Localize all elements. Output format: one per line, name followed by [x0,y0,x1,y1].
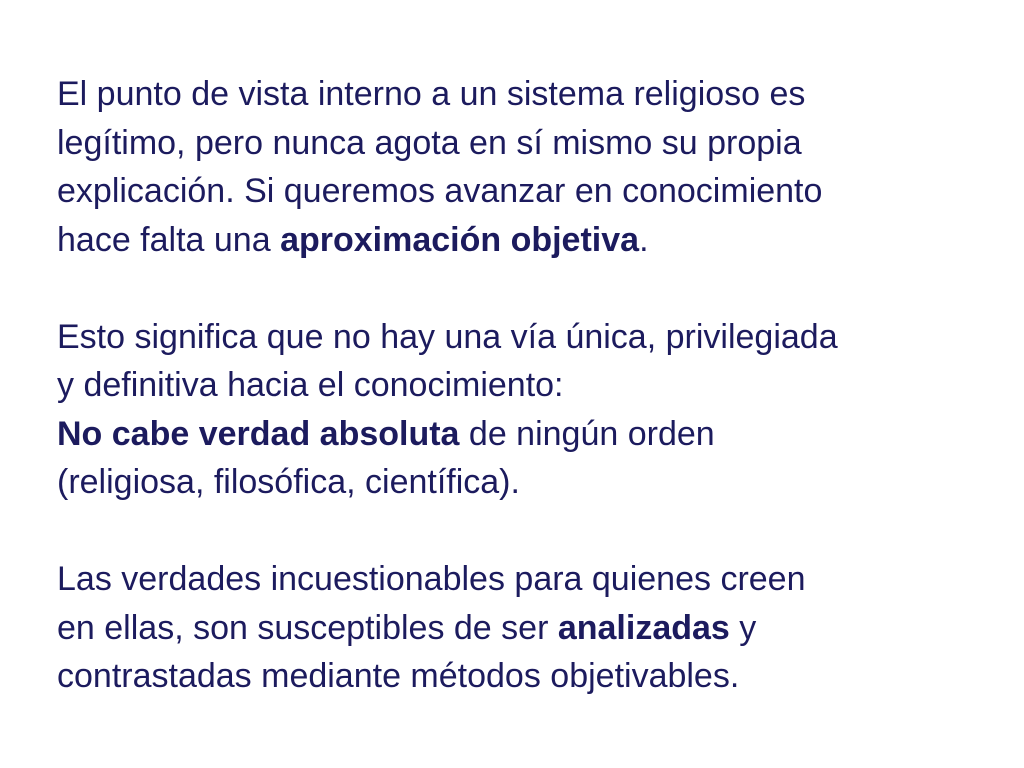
text-line: explicación. Si queremos avanzar en conocimiento [57,172,823,210]
emphasis-objective-approximation: aproximación objetiva [280,220,640,259]
text-segment: . [639,220,649,259]
paragraph-analyzable-truths [57,555,987,701]
text-line: Esto significa que no hay una vía única, privilegiada [57,317,838,356]
text-line: El punto de vista interno a un sistema religioso es [57,75,806,113]
paragraph-spacer [57,264,987,313]
text-line [57,410,987,459]
slide-body [57,70,987,701]
text-segment: y [729,608,757,647]
emphasis-analyzed: analizadas [557,608,730,647]
emphasis-no-absolute-truth: No cabe verdad absoluta [57,414,460,453]
text-line: contrastadas mediante métodos objetivables. [57,657,740,695]
text-segment: de ningún orden [459,414,715,453]
text-line: y definitiva hacia el conocimiento: [57,366,564,404]
text-segment: hace falta una [57,220,281,259]
paragraph-no-absolute-truth [57,313,987,507]
text-line [57,216,987,265]
text-line: legítimo, pero nunca agota en sí mismo su propia [57,123,802,162]
text-line [57,604,987,653]
text-segment: en ellas, son susceptibles de ser [57,608,558,647]
paragraph-spacer [57,507,987,556]
text-line: Las verdades incuestionables para quienes creen [57,560,806,598]
paragraph-internal-viewpoint [57,70,987,264]
text-line: (religiosa, filosófica, científica). [57,463,520,501]
